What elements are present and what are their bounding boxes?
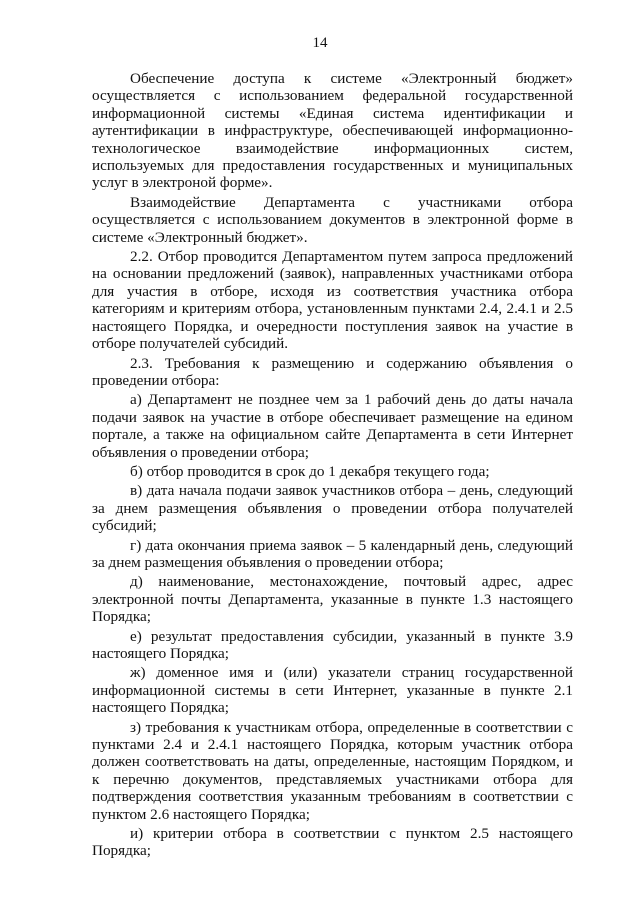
list-item-e: е) результат предоставления субсидии, указанный в пункте 3.9 настоящего Порядка; bbox=[92, 627, 573, 662]
list-item-b: б) отбор проводится в срок до 1 декабря текущего года; bbox=[130, 462, 490, 480]
page-number: 14 bbox=[312, 35, 328, 51]
list-item-i: и) критерии отбора в соответствии с пунктом 2.5 настоящего Порядка; bbox=[92, 825, 573, 860]
paragraph-interaction: Взаимодействие Департамента с участниками отбора осуществляется с использованием документов в электронной форме в системе «Электронный бюджет». bbox=[92, 193, 573, 246]
list-item-v: в) дата начала подачи заявок участников отбора – день, следующий за днем размещения объявления о проведении отбора получателей субсидий; bbox=[92, 482, 573, 535]
list-item-z: з) требования к участникам отбора, определенные в соответствии с пунктами 2.4 и 2.4.1 настоящего Порядка, которым участник отбора должен соответствовать на даты, определенные, настоящим Порядком, и к перечню документов, представляемых участниками отбора для подтверждения соответствия указанным требованиям в соответствии с пунктом 2.6 настоящего Порядка; bbox=[92, 718, 573, 823]
list-item-a: а) Департамент не позднее чем за 1 рабочий день до даты начала подачи заявок на участие в отборе обеспечивает размещение на едином портале, а также на официальном сайте Департамента в сети Интернет объявления о проведении отбора; bbox=[92, 391, 573, 461]
list-item-zh: ж) доменное имя и (или) указатели страниц государственной информационной системы в сети Интернет, указанные в пункте 2.1 настоящего Порядка; bbox=[92, 664, 573, 717]
paragraph-access-electronic-budget: Обеспечение доступа к системе «Электронный бюджет» осуществляется с использованием федеральной государственной информационной системы «Единая система идентификации и аутентификации в инфраструктуре, обеспечивающей информационно-технологическое взаимодействие информационных систем, используемых для предоставления государственных и муниципальных услуг в электроной форме». bbox=[92, 70, 573, 192]
list-item-d: д) наименование, местонахождение, почтовый адрес, адрес электронной почты Департамента, указанные в пункте 1.3 настоящего Порядка; bbox=[92, 573, 573, 626]
list-item-g: г) дата окончания приема заявок – 5 календарный день, следующий за днем размещения объявления о проведении отбора; bbox=[92, 536, 573, 571]
paragraph-2-3: 2.3. Требования к размещению и содержанию объявления о проведении отбора: bbox=[92, 354, 573, 389]
paragraph-2-2: 2.2. Отбор проводится Департаментом путем запроса предложений на основании предложений (заявок), направленных участниками отбора для участия в отборе, исходя из соответствия участника отбора категориям и критериям отбора, установленным пунктами 2.4, 2.4.1 и 2.5 настоящего Порядка, и очередности поступления заявок на участие в отборе получателей субсидий. bbox=[92, 248, 573, 353]
document-body bbox=[92, 70, 573, 862]
